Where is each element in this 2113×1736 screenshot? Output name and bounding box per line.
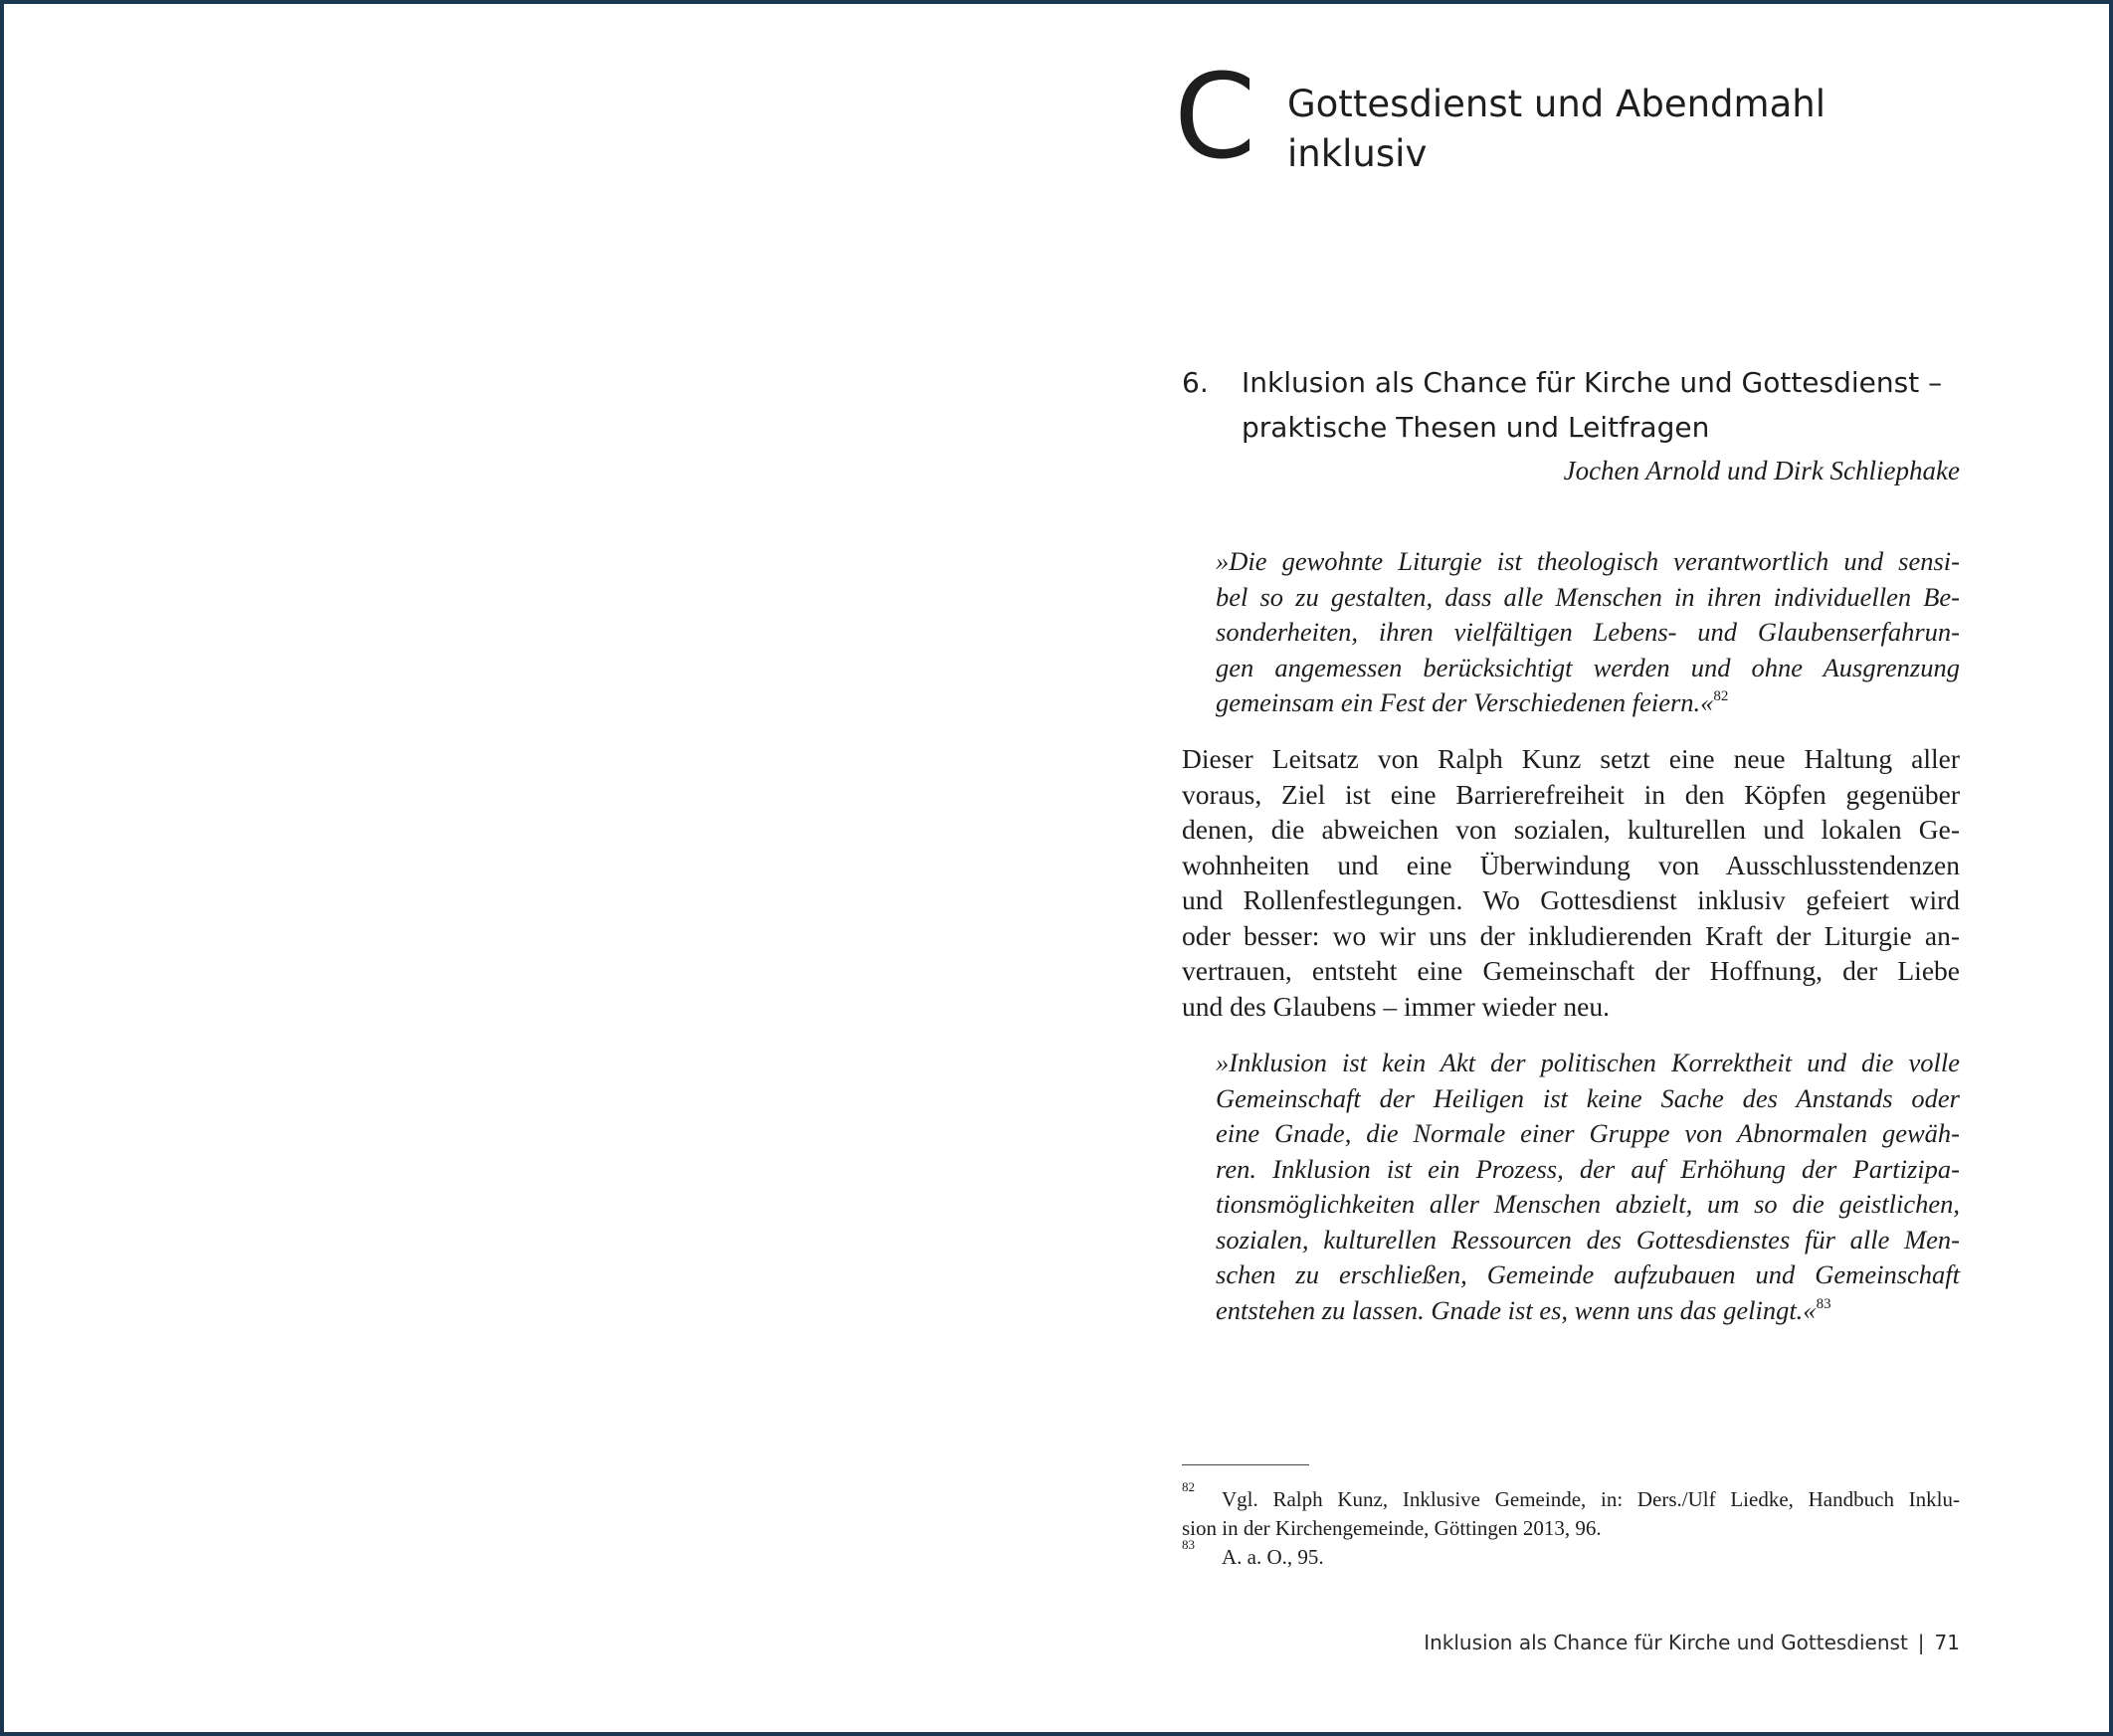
footnote-line: sion in der Kirchengemeinde, Göttingen 2013, 96. xyxy=(1182,1516,1602,1540)
block-quote-kunz xyxy=(1216,544,1960,721)
footnote-mark: 82 xyxy=(1182,1479,1195,1494)
paragraph-line: und Rollenfestlegungen. Wo Gottesdienst inklusiv gefeiert wird xyxy=(1182,884,1960,915)
quote-line: bel so zu gestalten, dass alle Menschen in ihren individuellen Be- xyxy=(1216,581,1960,612)
footnote-text xyxy=(1182,1485,1960,1543)
chapter-title-line: Gottesdienst und Abendmahl xyxy=(1287,83,1825,125)
quote-line: »Die gewohnte Liturgie ist theologisch verantwortlich und sensi- xyxy=(1216,546,1960,576)
footer-separator: | xyxy=(1917,1631,1925,1654)
footnote-reference[interactable]: 82 xyxy=(1713,688,1729,704)
section-title-line: Inklusion als Chance für Kirche und Gottesdienst – xyxy=(1242,366,1943,399)
body-paragraph xyxy=(1182,741,1960,1024)
section-authors: Jochen Arnold und Dirk Schliephake xyxy=(1563,456,1960,485)
quote-line-text: gemeinsam ein Fest der Verschiedenen feiern.« xyxy=(1216,687,1714,717)
quote-line: Gemeinschaft der Heiligen ist keine Sache des Anstands oder xyxy=(1216,1082,1960,1113)
paragraph-line: voraus, Ziel ist eine Barrierefreiheit in den Köpfen gegenüber xyxy=(1182,778,1960,810)
paragraph-line: denen, die abweichen von sozialen, kulturellen und lokalen Ge- xyxy=(1182,814,1960,845)
page-number: 71 xyxy=(1934,1631,1960,1654)
footnote-82 xyxy=(1182,1479,1960,1543)
paragraph-line: und des Glaubens – immer wieder neu. xyxy=(1182,990,1610,1022)
quote-line: ren. Inklusion ist ein Prozess, der auf Erhöhung der Partizipa- xyxy=(1216,1153,1960,1184)
section-title-line: praktische Thesen und Leitfragen xyxy=(1242,411,1710,444)
footnotes xyxy=(1182,1479,1960,1572)
quote-line: gen angemessen berücksichtigt werden und ohne Ausgrenzung xyxy=(1216,652,1960,682)
section-heading xyxy=(1182,360,1998,450)
quote-line: »Inklusion ist kein Akt der politischen Korrektheit und die volle xyxy=(1216,1048,1960,1077)
quote-line: tionsmöglichkeiten aller Menschen abzielt, um so die geistlichen, xyxy=(1216,1189,1960,1219)
running-title: Inklusion als Chance für Kirche und Gottesdienst xyxy=(1424,1631,1908,1654)
block-quote-inklusion xyxy=(1216,1046,1960,1328)
paragraph-line: vertrauen, entsteht eine Gemeinschaft der Hoffnung, der Liebe xyxy=(1182,955,1960,986)
chapter-title xyxy=(1287,80,1825,179)
footnote-text xyxy=(1182,1543,1960,1572)
footnote-line: A. a. O., 95. xyxy=(1222,1545,1324,1569)
section-number: 6. xyxy=(1182,366,1209,399)
quote-line: sozialen, kulturellen Ressourcen des Gottesdienstes für alle Men- xyxy=(1216,1224,1960,1254)
paragraph-line: wohnheiten und eine Überwindung von Ausschlusstendenzen xyxy=(1182,849,1960,880)
footnote-83 xyxy=(1182,1537,1960,1572)
quote-line: sonderheiten, ihren vielfältigen Lebens- und Glaubenserfahrun- xyxy=(1216,617,1960,647)
quote-line: eine Gnade, die Normale einer Gruppe von Abnormalen gewäh- xyxy=(1216,1118,1960,1148)
quote-line-text: entstehen zu lassen. Gnade ist es, wenn uns das gelingt.« xyxy=(1216,1294,1817,1325)
quote-line-last xyxy=(1216,685,1960,721)
quote-line-last xyxy=(1216,1293,1960,1329)
footnote-line: Vgl. Ralph Kunz, Inklusive Gemeinde, in: Ders./Ulf Liedke, Handbuch Inklu- xyxy=(1222,1487,1960,1511)
footnote-mark: 83 xyxy=(1182,1537,1195,1552)
running-footer xyxy=(1182,1629,1960,1656)
footnote-reference[interactable]: 83 xyxy=(1816,1295,1831,1312)
paragraph-line: oder besser: wo wir uns der inkludierenden Kraft der Liturgie an- xyxy=(1182,919,1960,951)
chapter-title-line: inklusiv xyxy=(1287,132,1428,175)
footnote-divider xyxy=(1182,1464,1309,1465)
paragraph-line: Dieser Leitsatz von Ralph Kunz setzt eine neue Haltung aller xyxy=(1182,743,1960,774)
chapter-letter: C xyxy=(1174,48,1256,185)
quote-line: schen zu erschließen, Gemeinde aufzubauen und Gemeinschaft xyxy=(1216,1259,1960,1289)
